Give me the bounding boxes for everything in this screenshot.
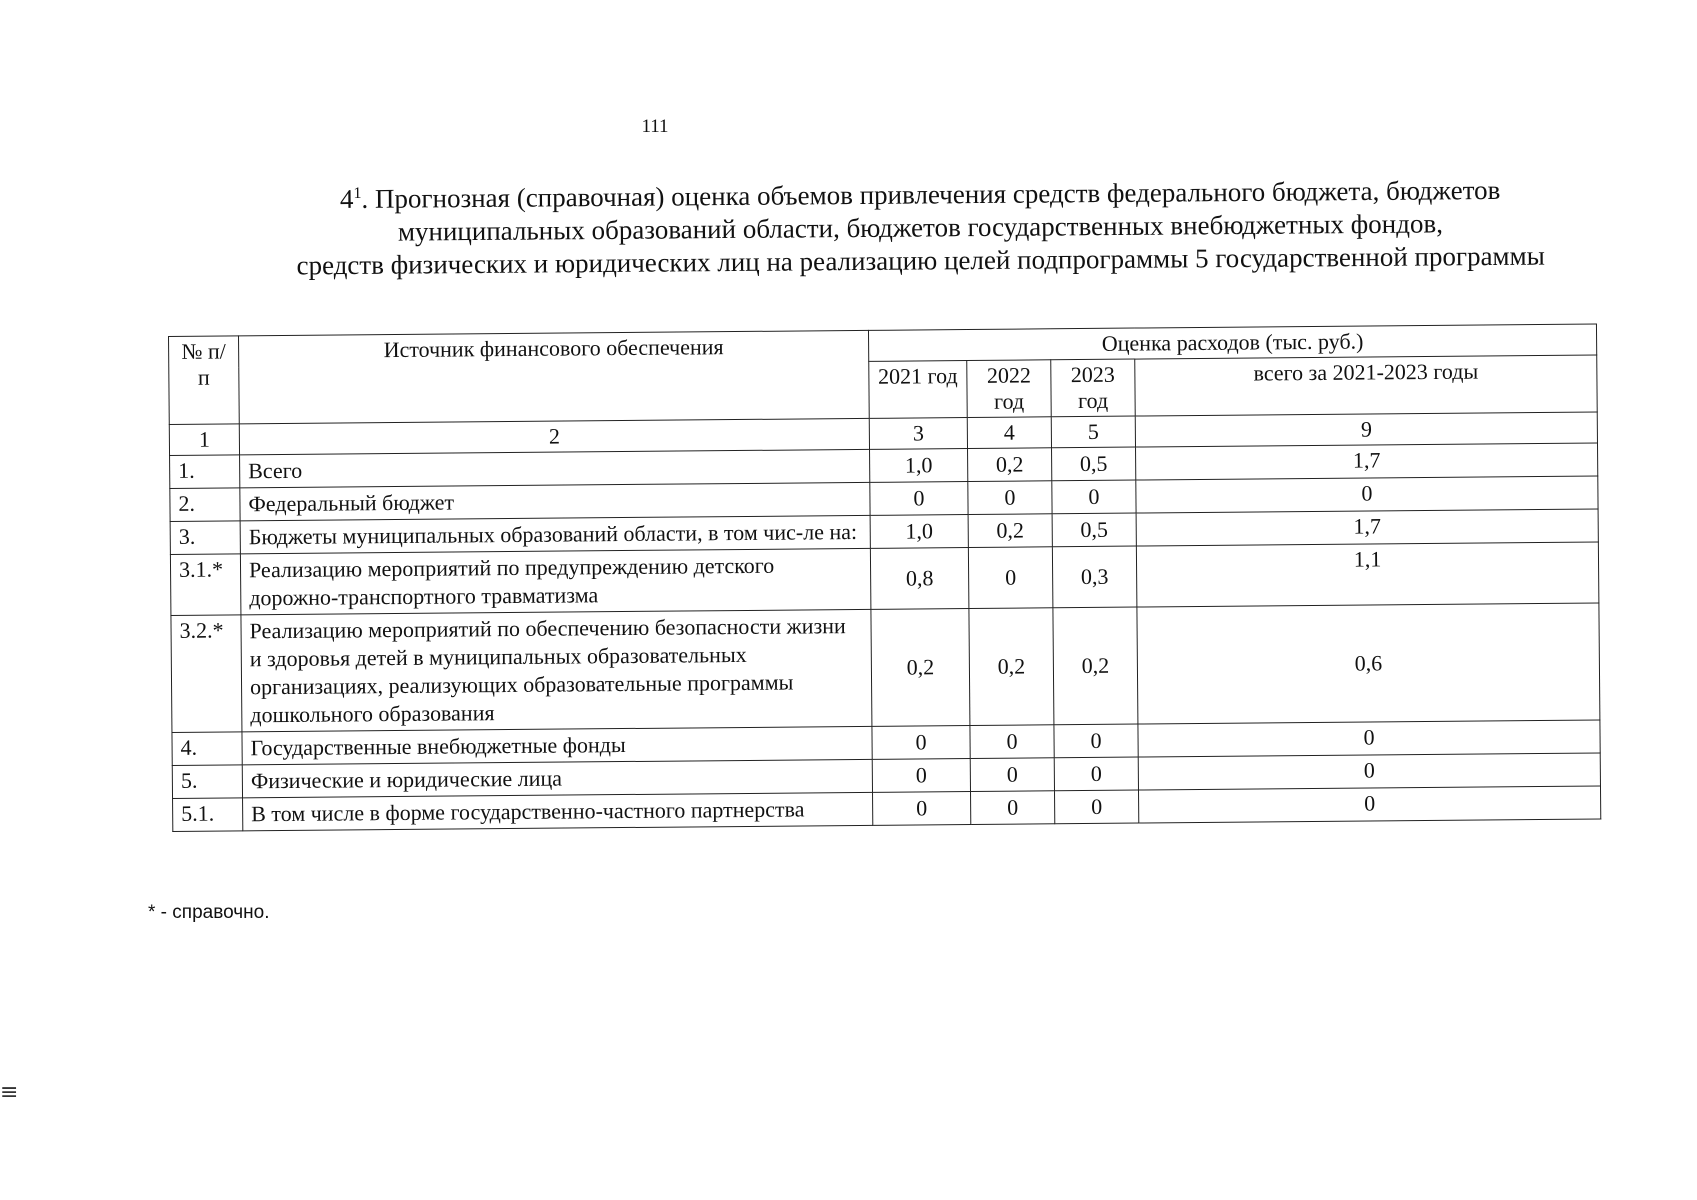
header-2022: 2022 год: [967, 360, 1051, 418]
row-value-2023: 0,2: [1053, 607, 1138, 725]
row-value-total: 1,7: [1136, 509, 1598, 546]
row-value-2023: 0: [1054, 724, 1138, 758]
row-source: Физические и юридические лица: [242, 759, 872, 797]
row-value-total: 0: [1138, 786, 1600, 823]
row-value-2021: 1,0: [870, 449, 968, 483]
column-index: 9: [1135, 412, 1597, 447]
row-value-2022: 0: [970, 725, 1054, 759]
row-value-2022: 0: [971, 791, 1055, 825]
row-value-total: 0: [1136, 476, 1598, 513]
row-value-2021: 0,2: [871, 609, 970, 727]
row-value-total: 1,7: [1136, 443, 1598, 480]
title-number: 4: [339, 183, 354, 215]
row-number: 1.: [170, 455, 240, 489]
row-source: Бюджеты муниципальных образований области, в том чис-ле на:: [240, 515, 870, 553]
margin-mark: ≡: [0, 1080, 19, 1105]
row-value-2022: 0: [968, 481, 1052, 515]
row-source: Реализацию мероприятий по предупреждению детского дорожно-транспортного травматизма: [240, 548, 871, 614]
header-source: Источник финансового обеспечения: [239, 330, 870, 423]
row-number: 5.: [172, 765, 242, 799]
row-value-total: 0: [1138, 753, 1600, 790]
row-source: В том числе в форме государственно-частного партнерства: [243, 792, 873, 830]
row-value-2021: 0: [870, 482, 968, 516]
row-number: 3.1.*: [170, 554, 241, 616]
row-value-2021: 0: [872, 726, 970, 760]
header-2021: 2021 год: [869, 361, 967, 419]
row-value-total: 1,1: [1136, 542, 1599, 607]
row-value-2023: 0: [1055, 790, 1139, 824]
financing-table-wrapper: [168, 324, 1600, 832]
document-title: [220, 167, 1621, 283]
column-index: 3: [869, 418, 967, 450]
row-number: 4.: [172, 732, 242, 766]
column-index: 2: [239, 418, 869, 454]
row-value-2023: 0,3: [1052, 546, 1137, 608]
row-value-2021: 0: [872, 759, 970, 793]
row-number: 2.: [170, 488, 240, 522]
row-source: Всего: [240, 449, 870, 487]
row-value-2021: 1,0: [870, 515, 968, 549]
row-value-2022: 0,2: [968, 514, 1052, 548]
row-number: 3.: [170, 521, 240, 555]
row-value-2022: 0: [970, 758, 1054, 792]
column-index: 5: [1051, 416, 1135, 448]
title-line-2: муниципальных образований области, бюджетов государственных внебюджетных фондов,: [397, 208, 1444, 247]
row-value-2023: 0,5: [1052, 513, 1136, 547]
footnote: * - справочно.: [148, 902, 270, 923]
table-row: [171, 603, 1600, 732]
row-value-total: 0,6: [1137, 603, 1600, 724]
row-number: 3.2.*: [171, 615, 242, 733]
header-2023: 2023 год: [1051, 359, 1135, 417]
row-value-2023: 0,5: [1052, 447, 1136, 481]
row-value-2023: 0: [1052, 480, 1136, 514]
header-estimate: Оценка расходов (тыс. руб.): [868, 324, 1596, 361]
row-number: 5.1.: [173, 798, 243, 832]
row-source: Реализацию мероприятий по обеспечению безопасности жизни и здоровья детей в муниципальных образовательных организациях, реализующих образовательные программы дошкольного образования: [241, 609, 872, 731]
row-value-2022: 0,2: [969, 608, 1054, 726]
row-value-2022: 0,2: [968, 448, 1052, 482]
row-value-2023: 0: [1054, 757, 1138, 791]
row-source: Государственные внебюджетные фонды: [242, 726, 872, 764]
title-line-3: средств физических и юридических лиц на реализацию целей подпрограммы 5 государственной программы: [296, 240, 1545, 281]
row-source: Федеральный бюджет: [240, 482, 870, 520]
page-number: 111: [641, 116, 669, 137]
row-value-total: 0: [1138, 720, 1600, 757]
header-total: всего за 2021-2023 годы: [1135, 355, 1598, 416]
row-value-2022: 0: [968, 547, 1053, 609]
title-line-1-text: . Прогнозная (справочная) оценка объемов привлечения средств федерального бюджета, бюджетов: [361, 174, 1501, 214]
row-value-2021: 0,8: [870, 548, 969, 610]
column-index: 4: [967, 417, 1051, 449]
row-value-2021: 0: [873, 792, 971, 826]
title-superscript: 1: [353, 184, 362, 202]
financing-table: [168, 324, 1601, 832]
column-index: 1: [169, 424, 239, 456]
header-num: № п/п: [169, 336, 240, 425]
